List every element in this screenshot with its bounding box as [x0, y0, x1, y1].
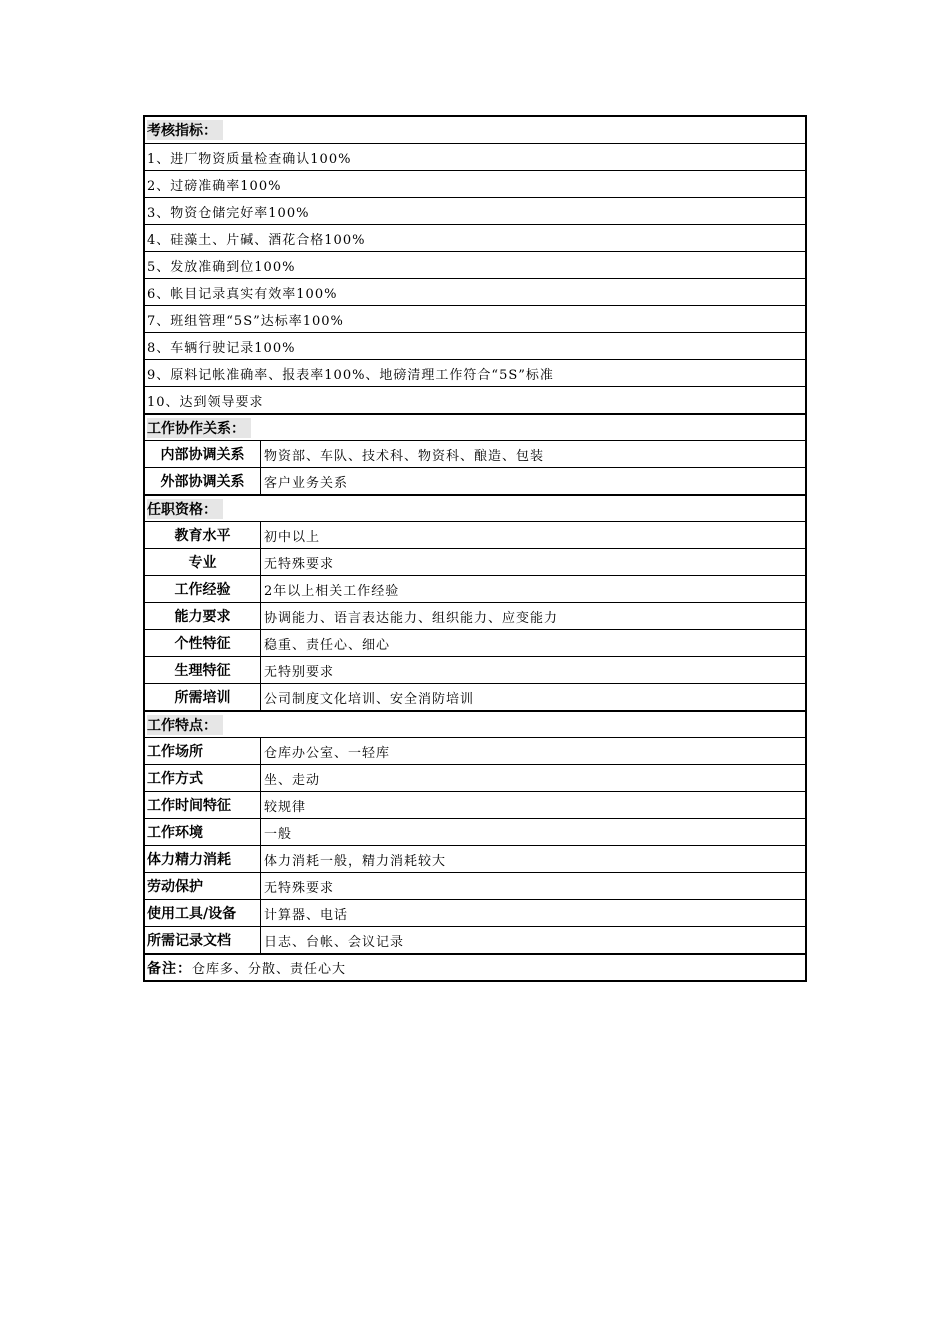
section-header-assessment [145, 117, 805, 143]
assessment-item: 6、帐目记录真实有效率100% [145, 278, 805, 305]
job-description-table [143, 115, 807, 982]
feature-row [145, 845, 805, 872]
row-value: 物资部、车队、技术科、物资科、酿造、包装 [264, 448, 545, 464]
assessment-item: 2、过磅准确率100% [145, 170, 805, 197]
row-label: 所需记录文档 [145, 927, 261, 953]
row-value: 日志、台帐、会议记录 [264, 934, 405, 950]
feature-row [145, 926, 805, 953]
row-label: 工作方式 [145, 765, 261, 791]
row-value: 体力消耗一般，精力消耗较大 [264, 853, 447, 869]
section-header-qualification [145, 494, 805, 521]
row-value: 无特别要求 [264, 664, 335, 680]
feature-row [145, 872, 805, 899]
feature-row [145, 764, 805, 791]
row-value: 协调能力、语言表达能力、组织能力、应变能力 [264, 610, 559, 626]
feature-row [145, 818, 805, 845]
row-value: 一般 [264, 826, 293, 842]
row-value: 客户业务关系 [264, 475, 349, 491]
row-label: 能力要求 [145, 603, 261, 629]
row-label: 教育水平 [145, 522, 261, 548]
cooperation-row [145, 467, 805, 494]
assessment-item: 5、发放准确到位100% [145, 251, 805, 278]
qualification-row [145, 548, 805, 575]
row-value: 稳重、责任心、细心 [264, 637, 391, 653]
row-label: 工作经验 [145, 576, 261, 602]
section-title: 考核指标： [147, 120, 223, 140]
row-value: 公司制度文化培训、安全消防培训 [264, 691, 475, 707]
row-value: 2年以上相关工作经验 [264, 583, 400, 599]
qualification-row [145, 629, 805, 656]
section-title: 工作协作关系： [147, 418, 251, 438]
row-value: 坐、走动 [264, 772, 321, 788]
row-label: 生理特征 [145, 657, 261, 683]
qualification-row [145, 521, 805, 548]
qualification-row [145, 575, 805, 602]
qualification-row [145, 602, 805, 629]
row-label: 体力精力消耗 [145, 846, 261, 872]
row-label: 专业 [145, 549, 261, 575]
assessment-item: 8、车辆行驶记录100% [145, 332, 805, 359]
row-label: 劳动保护 [145, 873, 261, 899]
qualification-row [145, 683, 805, 710]
row-label: 工作场所 [145, 738, 261, 764]
section-title: 任职资格： [147, 499, 223, 519]
feature-row [145, 737, 805, 764]
row-label: 工作环境 [145, 819, 261, 845]
row-value: 计算器、电话 [264, 907, 349, 923]
row-label: 工作时间特征 [145, 792, 261, 818]
row-value: 仓库办公室、一轻库 [264, 745, 391, 761]
row-value: 无特殊要求 [264, 880, 335, 896]
section-header-features [145, 710, 805, 737]
assessment-item: 10、达到领导要求 [145, 386, 805, 413]
section-title: 工作特点： [147, 715, 223, 735]
note-row [145, 953, 805, 980]
row-label: 个性特征 [145, 630, 261, 656]
row-label: 内部协调关系 [145, 441, 261, 467]
feature-row [145, 899, 805, 926]
assessment-item: 9、原料记帐准确率、报表率100%、地磅清理工作符合“5S”标准 [145, 359, 805, 386]
cooperation-row [145, 440, 805, 467]
note-label: 备注： [147, 960, 192, 977]
qualification-row [145, 656, 805, 683]
feature-row [145, 791, 805, 818]
row-value: 较规律 [264, 799, 307, 815]
note-value: 仓库多、分散、责任心大 [192, 962, 347, 977]
assessment-item: 1、进厂物资质量检查确认100% [145, 143, 805, 170]
row-label: 外部协调关系 [145, 468, 261, 494]
row-value: 初中以上 [264, 529, 321, 545]
row-value: 无特殊要求 [264, 556, 335, 572]
assessment-item: 7、班组管理“5S”达标率100% [145, 305, 805, 332]
assessment-item: 4、硅藻土、片碱、酒花合格100% [145, 224, 805, 251]
section-header-cooperation [145, 413, 805, 440]
row-label: 使用工具/设备 [145, 900, 261, 926]
assessment-item: 3、物资仓储完好率100% [145, 197, 805, 224]
row-label: 所需培训 [145, 684, 261, 710]
